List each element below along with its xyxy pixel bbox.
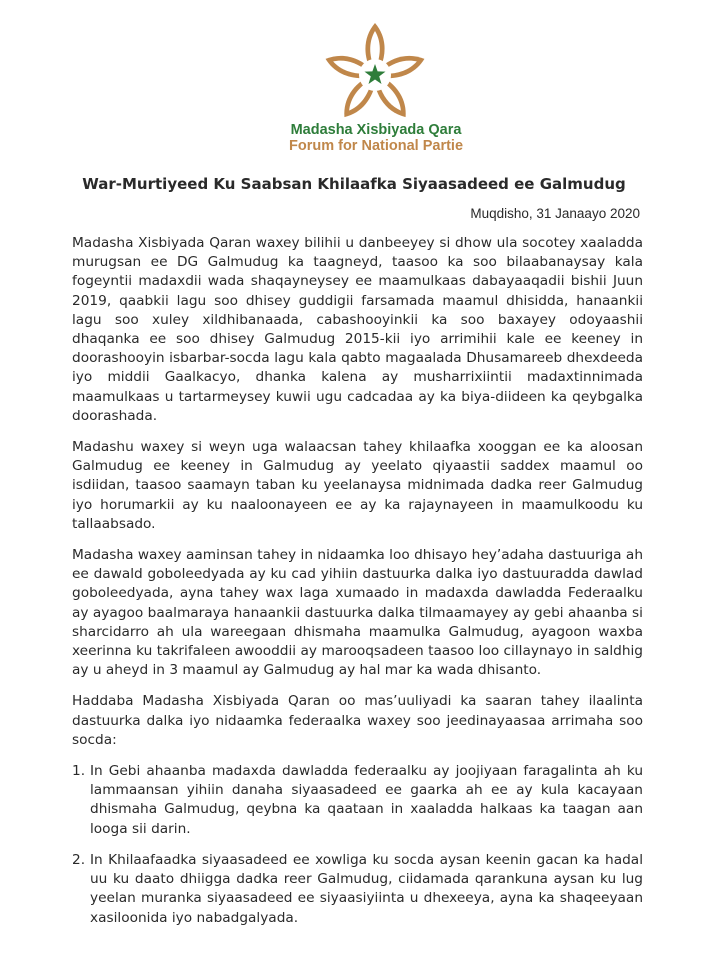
org-name-english: Forum for National Partie [288,138,464,154]
paragraph: Madasha waxey aaminsan tahey in nidaamka loo dhisayo hey’adaha dastuuriga ah ee dawald goboleedyada ay ku cad yihiin dastuurka dalka iyo dastuuradda dawlad goboleedyada, ayna tahey wax laga xumaado in madaxda dawladda Federaalku ay ayagoo baalmaraya hanaankii dastuurka dalka tilmaamayey ay gebi ahaanba si sharcidarro ah ula wareegaan dhismaha maamulka Galmudug, ayagoon waxba xeerinna ku takrifaleen awooddii ay marooqsadeen taasoo loo cillaynayo in saldhig ay u aheyd in 3 maamul ay Galmudug ay hal mar ka wada dhisanto. [72,547,643,679]
list-item [72,851,643,928]
paragraph: Haddaba Madasha Xisbiyada Qaran oo mas’uuliyadi ka saaran tahey ilaalinta dastuurka dalka iyo nidaamka federaalka waxey soo jeedinayaasaa arrimaha soo socda: [72,693,643,748]
list-item [72,762,643,839]
org-name-somali: Madasha Xisbiyada Qara [290,122,462,138]
list-item-text: In Khilaafaadka siyaasadeed ee xowliga ku socda aysan keenin gacan ka hadal uu ku daato dhiigga dadka reer Galmudug, ciidamada qarankuna aysan ku lug yeelan muranka siyaasadeed ee siyaasiyiinta u dhexeeya, ayna ka shaqeeyaan xasiloonida iyo nabadgalyada. [90,851,643,926]
recommendations-list [72,762,643,928]
star-flower-logo-icon [320,20,430,130]
paragraph: Madashu waxey si weyn uga walaacsan tahey khilaafka xooggan ee ka aloosan Galmudug ee keeney in Galmudug ay yeelato qiyaastii saddex maamul oo isdiidan, taasoo saamayn taban ku yeelanaysa midnimada dadka reer Galmudug iyo horumarkii ay ku naaloonayeen ee ay ka rajaynayeen in maamulkoodu ku tallaabsado. [72,439,643,532]
paragraph: Madasha Xisbiyada Qaran waxey bilihii u danbeeyey si dhow ula socotey xaaladda murugsan ee DG Galmudug ka taagneyd, taasoo ka soo bilaabanaysay kala fogeyntii madaxdii wada shaqayneysey ee maamulkaas dabayaaqadii bishii Juun 2019, qaabkii lagu soo dhisey guddigii farsamada maamul dhisidda, hanaankii lagu soo xuley xildhibanaada, cabashooyinkii ka soo baxayey odoyaashii dhaqanka ee soo dhisey Galmudug 2015-kii iyo arrimihii kale ee keeney in doorashooyin isbarbar-socda lagu kala qabto magaalada Dhusamareeb dhexdeeda iyo middii Gaalkacyo, dhanka kalena ay musharrixiintii madaxtinnimada maamulkaas u tartarmeysey kuwii ugu cadcadaa ay ka biya-diideen ka qeybgalka doorashada. [72,235,643,424]
list-item-number: 1. [72,763,86,780]
list-item-number: 2. [72,851,86,868]
place-date: Muqdisho, 31 Janaayo 2020 [470,206,640,221]
list-item-text: In Gebi ahaanba madaxda dawladda federaalku ay joojiyaan faragalinta ah ku lammaansan yihiin danaha siyaasadeed ee gaarka ah ee ay kula kacayaan dhismaha Galmudug, qeybna ka qaataan in xaaladda halkaas ka taagan aan looga sii darin. [90,763,643,837]
document-body [72,234,643,940]
document-title: War-Murtiyeed Ku Saabsan Khilaafka Siyaasadeed ee Galmudug [82,175,626,193]
